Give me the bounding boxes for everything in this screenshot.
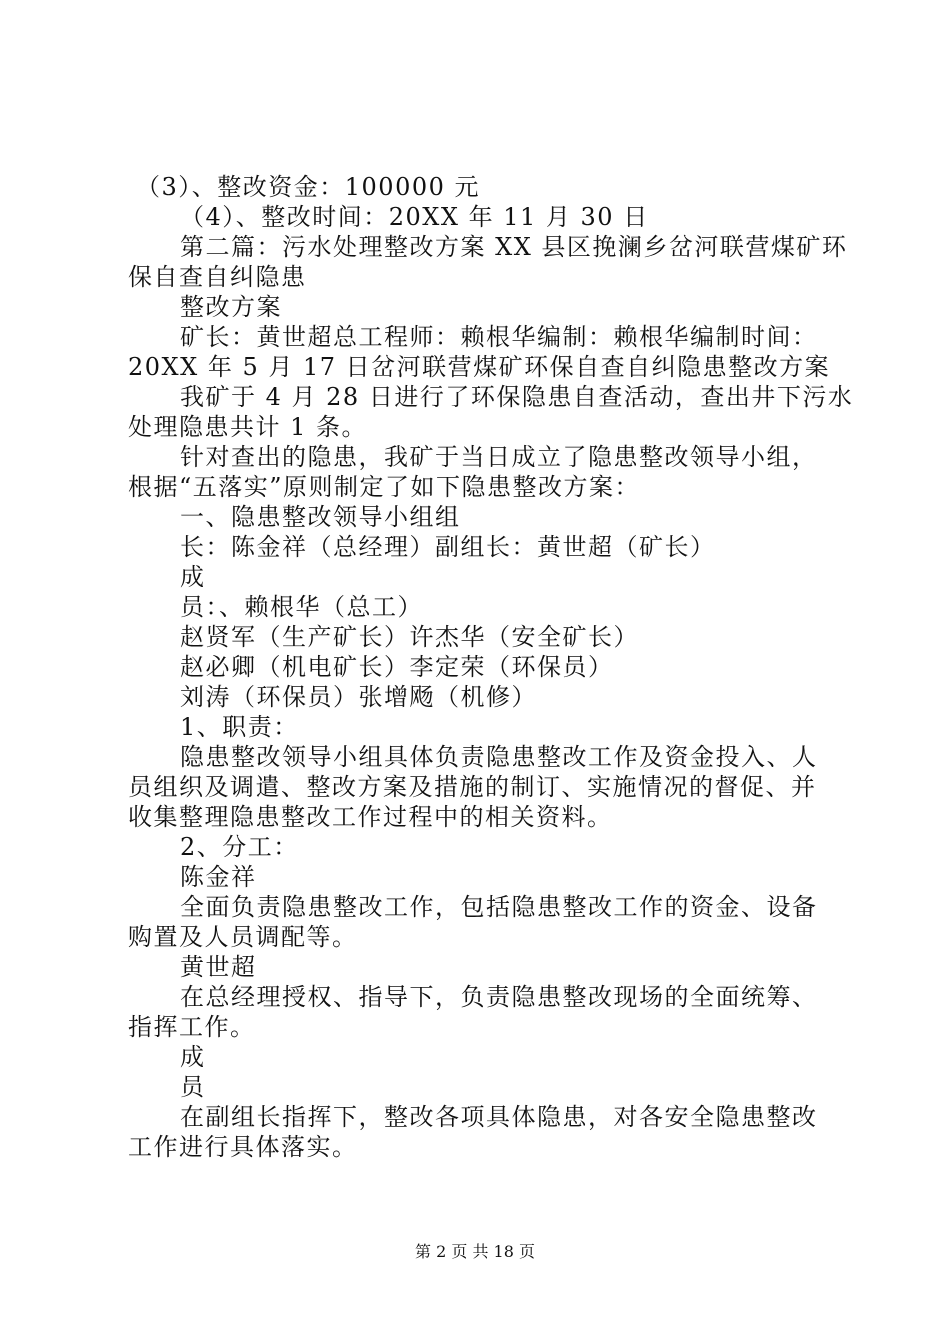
- text-line: 员：、赖根华（总工）: [180, 593, 423, 621]
- text-line: 赵贤军（生产矿长）许杰华（安全矿长）: [180, 623, 639, 651]
- text-line: 陈金祥: [180, 863, 257, 891]
- text-line: 员组织及调遣、整改方案及措施的制订、实施情况的督促、并: [128, 773, 817, 801]
- text-line: 成: [180, 1043, 206, 1071]
- text-line: 我矿于 4 月 28 日进行了环保隐患自查活动，查出井下污水: [180, 383, 854, 411]
- text-line: 黄世超: [180, 953, 257, 981]
- text-line: 整改方案: [180, 293, 282, 321]
- text-line: 赵必卿（机电矿长）李定荣（环保员）: [180, 653, 614, 681]
- text-line: 购置及人员调配等。: [128, 923, 358, 951]
- text-line: 针对查出的隐患，我矿于当日成立了隐患整改领导小组，: [180, 443, 818, 471]
- text-line: 保自查自纠隐患: [128, 263, 307, 291]
- text-line: 矿长：黄世超总工程师：赖根华编制：赖根华编制时间：: [180, 323, 818, 351]
- section-heading: 一、隐患整改领导小组组: [180, 503, 461, 531]
- text-line: （4）、整改时间：20XX 年 11 月 30 日: [180, 203, 649, 231]
- text-line: 根据“五落实”原则制定了如下隐患整改方案：: [128, 473, 641, 501]
- text-line: 成: [180, 563, 206, 591]
- text-line: 在总经理授权、指导下，负责隐患整改现场的全面统筹、: [180, 983, 818, 1011]
- text-line: 指挥工作。: [128, 1013, 256, 1041]
- page-footer: 第 2 页 共 18 页: [415, 1242, 535, 1261]
- text-line: 全面负责隐患整改工作，包括隐患整改工作的资金、设备: [180, 893, 818, 921]
- text-line: 收集整理隐患整改工作过程中的相关资料。: [128, 803, 613, 831]
- text-line: 长：陈金祥（总经理）副组长：黄世超（矿长）: [180, 533, 716, 561]
- text-line: 20XX 年 5 月 17 日岔河联营煤矿环保自查自纠隐患整改方案: [128, 353, 831, 381]
- text-line: 第二篇：污水处理整改方案 XX 县区挽澜乡岔河联营煤矿环: [180, 233, 848, 261]
- subsection-heading: 1、职责：: [180, 713, 299, 741]
- text-line: 刘涛（环保员）张增飏（机修）: [180, 683, 537, 711]
- text-line: 员: [180, 1073, 206, 1101]
- document-body: [128, 172, 854, 1162]
- subsection-heading: 2、分工：: [180, 833, 299, 861]
- text-line: 处理隐患共计 1 条。: [128, 413, 368, 441]
- text-line: （3）、整改资金：100000 元: [136, 173, 481, 201]
- text-line: 在副组长指挥下，整改各项具体隐患，对各安全隐患整改: [180, 1103, 818, 1131]
- text-line: 工作进行具体落实。: [128, 1133, 358, 1161]
- text-line: 隐患整改领导小组具体负责隐患整改工作及资金投入、人: [180, 743, 818, 771]
